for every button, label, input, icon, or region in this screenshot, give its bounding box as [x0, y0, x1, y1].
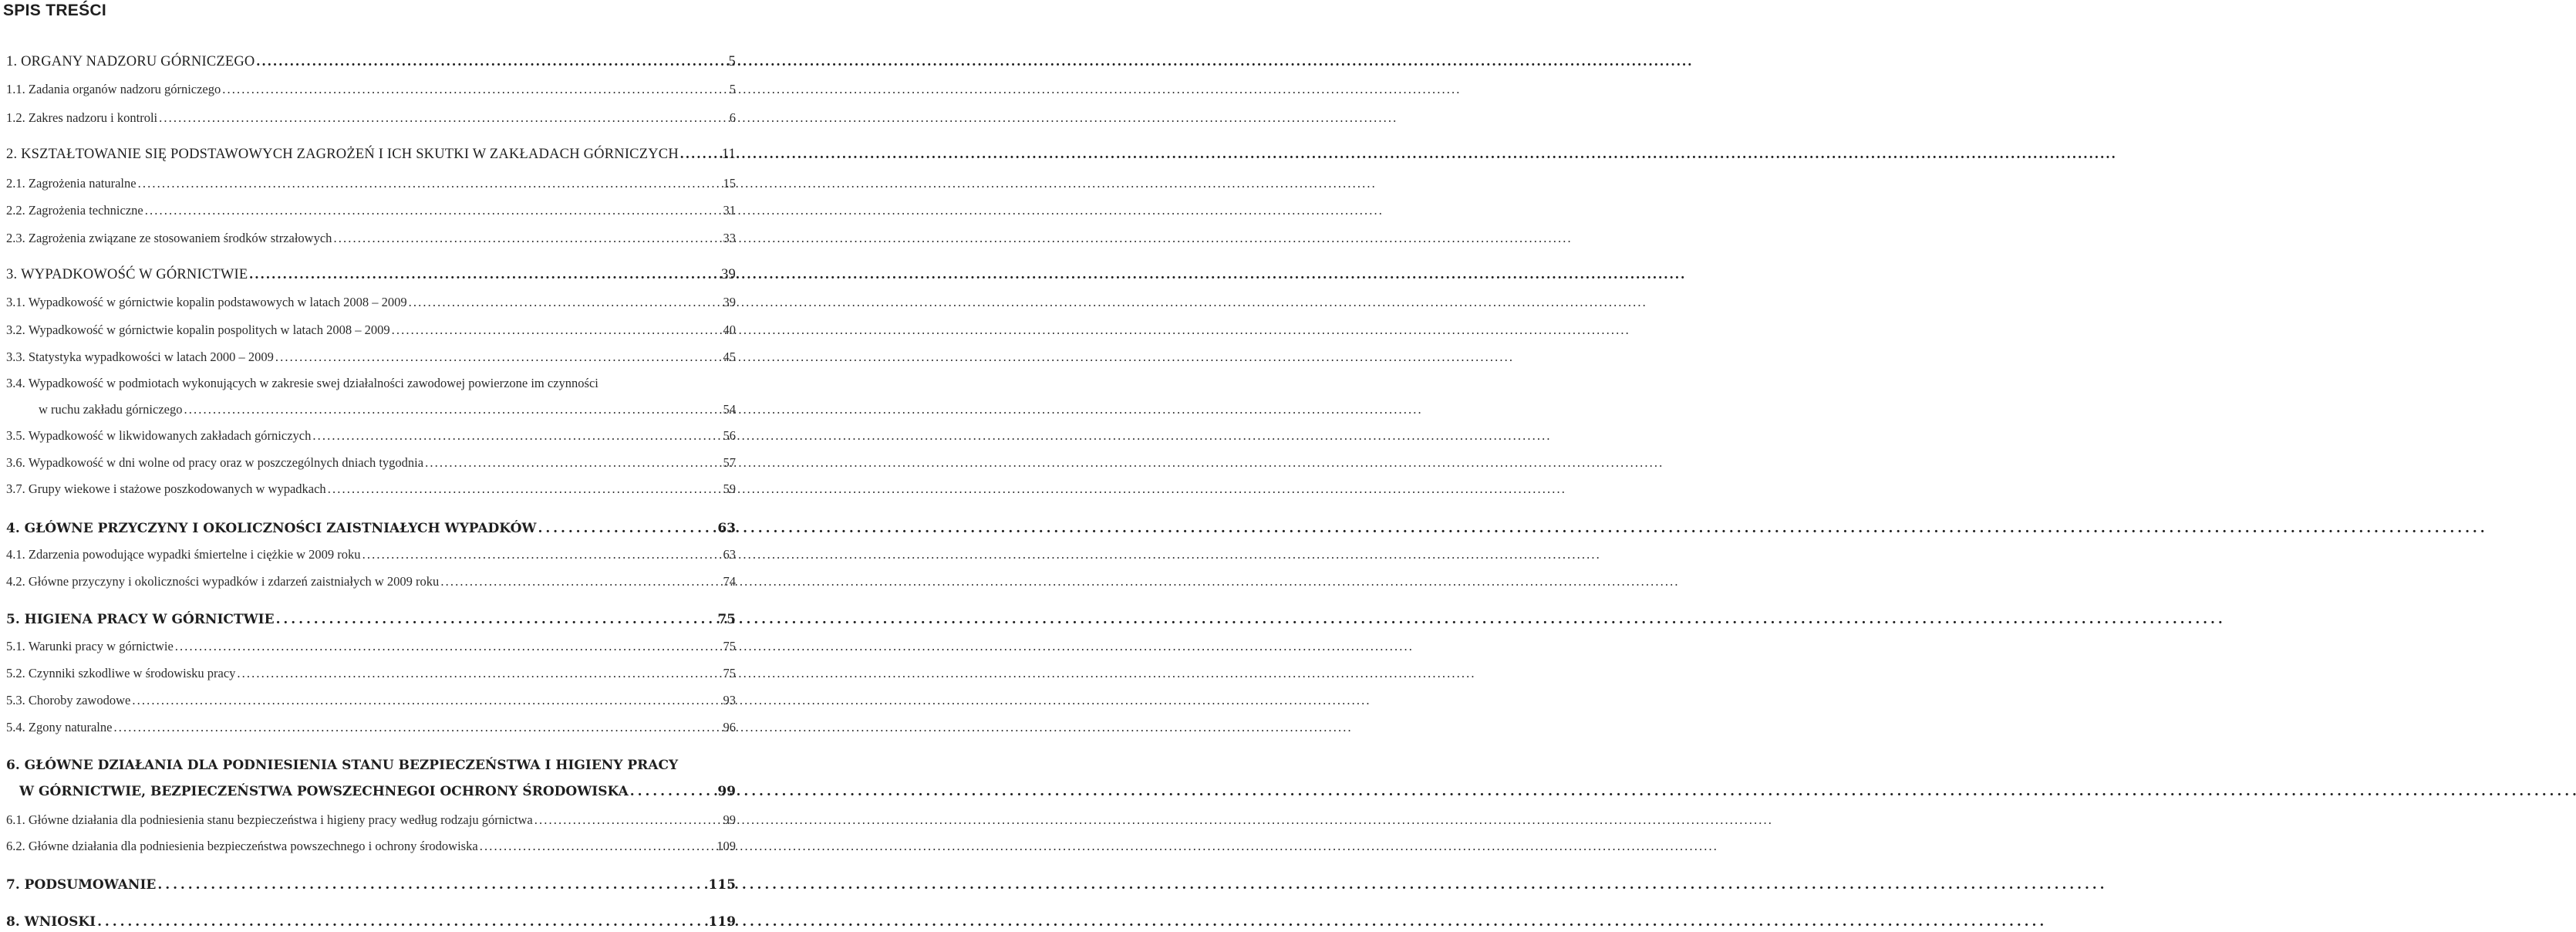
toc-title: Zagrożenia techniczne — [28, 203, 143, 218]
toc-leader — [257, 54, 727, 70]
toc-page: 74 — [723, 574, 736, 589]
toc-title: Choroby zawodowe — [28, 693, 131, 707]
toc-number: 7. — [6, 877, 20, 893]
toc-title: Zagrożenia związane ze stosowaniem środków strzałowych — [28, 231, 332, 245]
toc-page: 40 — [723, 322, 736, 337]
toc-entry-5[interactable] — [6, 612, 736, 627]
toc-entry-5-3[interactable] — [6, 693, 736, 708]
toc-entry-5-2[interactable] — [6, 666, 736, 681]
toc-entry-6-1[interactable] — [6, 812, 736, 828]
toc-leader — [409, 295, 722, 310]
toc-title: Zdarzenia powodujące wypadki śmiertelne i ciężkie w 2009 roku — [28, 547, 361, 562]
toc-entry-3-2[interactable] — [6, 322, 736, 338]
toc-leader — [138, 176, 722, 191]
toc-entry-3-4[interactable] — [6, 376, 736, 391]
toc-number: 3.6. — [6, 455, 25, 470]
toc-title: Warunki pracy w górnictwie — [28, 639, 174, 653]
toc-page: 45 — [723, 350, 736, 364]
toc-title: Zadania organów nadzoru górniczego — [28, 82, 221, 96]
toc-leader — [680, 147, 720, 163]
toc-leader — [534, 812, 722, 828]
toc-entry-1-2[interactable] — [6, 110, 736, 126]
toc-entry-2-2[interactable] — [6, 203, 736, 218]
toc-page: 39 — [721, 267, 736, 282]
toc-page: 56 — [723, 428, 736, 443]
toc-leader — [97, 914, 706, 930]
toc-number: 1.1. — [6, 82, 25, 96]
toc-page: 15 — [723, 176, 736, 191]
toc-title: WNIOSKI — [24, 914, 96, 930]
toc-leader — [145, 203, 722, 218]
toc-page: 93 — [723, 693, 736, 707]
toc-title: Główne działania dla podniesienia stanu bezpieczeństwa i higieny pracy według rodzaju górnictwa — [28, 812, 533, 827]
toc-leader — [113, 720, 721, 735]
toc-number: 8. — [6, 914, 20, 930]
toc-number: 4.2. — [6, 574, 25, 589]
toc-page: 96 — [723, 720, 736, 734]
toc-leader — [312, 428, 721, 444]
toc-entry-6[interactable] — [6, 758, 736, 773]
toc-leader — [333, 231, 721, 246]
toc-leader — [538, 521, 716, 536]
toc-page: 75 — [723, 639, 736, 653]
toc-title: Wypadkowość w górnictwie kopalin podstawowych w latach 2008 – 2009 — [28, 295, 407, 309]
toc-page: 63 — [723, 547, 736, 562]
toc-entry-4-2[interactable] — [6, 574, 736, 589]
toc-number: 6.2. — [6, 839, 25, 853]
toc-leader — [440, 574, 721, 589]
toc-page: 54 — [723, 402, 736, 417]
toc-title: Zagrożenia naturalne — [28, 176, 137, 191]
toc-leader — [480, 839, 716, 854]
toc-number: 5.3. — [6, 693, 25, 707]
toc-number: 3.1. — [6, 295, 25, 309]
toc-page: 39 — [723, 295, 736, 309]
toc-entry-5-4[interactable] — [6, 720, 736, 735]
toc-entry-2[interactable] — [6, 147, 736, 163]
toc-leader — [175, 639, 722, 654]
toc-entry-1-1[interactable] — [6, 82, 736, 97]
toc-number: 2. — [6, 147, 18, 162]
toc-entry-4-1[interactable] — [6, 547, 736, 562]
toc-leader — [275, 350, 722, 365]
toc-number: 5. — [6, 612, 20, 627]
toc-leader — [159, 110, 728, 126]
toc-number: 6.1. — [6, 812, 25, 827]
toc-entry-6-2[interactable] — [6, 839, 736, 854]
toc-entry-3-4-cont[interactable] — [39, 402, 736, 417]
toc-title: Główne działania dla podniesienia bezpieczeństwa powszechnego i ochrony środowiska — [28, 839, 478, 853]
toc-number: 1.2. — [6, 110, 25, 125]
toc-number: 3.5. — [6, 428, 25, 443]
toc-title: WYPADKOWOŚĆ W GÓRNICTWIE — [21, 267, 248, 282]
toc-leader — [249, 267, 720, 283]
toc-page: 5 — [728, 54, 736, 69]
toc-page: 115 — [708, 877, 736, 893]
toc-entry-3-3[interactable] — [6, 350, 736, 365]
toc-title: Zakres nadzoru i kontroli — [28, 110, 158, 125]
toc-title: Wypadkowość w likwidowanych zakładach górniczych — [28, 428, 312, 443]
toc-title: Główne przyczyny i okoliczności wypadków i zdarzeń zaistniałych w 2009 roku — [28, 574, 440, 589]
toc-page: 99 — [717, 784, 736, 799]
toc-number: 2.1. — [6, 176, 25, 191]
toc-page: 109 — [716, 839, 736, 853]
toc-title-continuation: w ruchu zakładu górniczego — [39, 402, 183, 417]
toc-entry-4[interactable] — [6, 521, 736, 536]
toc-number: 4. — [6, 521, 20, 536]
toc-number: 4.1. — [6, 547, 25, 562]
toc-leader — [425, 455, 721, 471]
page-title: SPIS TREŚCI — [3, 2, 106, 19]
toc-page: 33 — [723, 231, 736, 245]
toc-number: 5.4. — [6, 720, 25, 734]
toc-entry-3-6[interactable] — [6, 455, 736, 471]
toc-leader — [184, 402, 721, 417]
toc-page: 6 — [729, 110, 736, 125]
toc-entry-6-cont[interactable] — [19, 784, 736, 799]
toc-entry-1[interactable] — [6, 54, 736, 70]
toc-title: Wypadkowość w podmiotach wykonujących w zakresie swej działalności zawodowej powierzone im czynności — [28, 376, 598, 390]
toc-number: 5.1. — [6, 639, 25, 653]
toc-number: 1. — [6, 54, 18, 69]
toc-entry-7[interactable] — [6, 877, 736, 893]
toc-title: GŁÓWNE PRZYCZYNY I OKOLICZNOŚCI ZAISTNIAŁYCH WYPADKÓW — [24, 521, 537, 536]
toc-title: Grupy wiekowe i stażowe poszkodowanych w wypadkach — [28, 481, 326, 496]
toc-entry-2-1[interactable] — [6, 176, 736, 191]
toc-entry-5-1[interactable] — [6, 639, 736, 654]
toc-title: Zgony naturalne — [28, 720, 113, 734]
toc-leader — [276, 612, 716, 627]
toc-number: 3. — [6, 267, 18, 282]
toc-title: Statystyka wypadkowości w latach 2000 – 2009 — [28, 350, 274, 364]
toc-entry-3-7[interactable] — [6, 481, 736, 497]
toc-page: 119 — [708, 914, 736, 930]
toc-page: 75 — [723, 666, 736, 680]
toc-page: 99 — [723, 812, 736, 827]
toc-leader — [157, 877, 706, 893]
toc-entry-3-1[interactable] — [6, 295, 736, 310]
toc-leader — [132, 693, 721, 708]
toc-leader — [362, 547, 722, 562]
toc-entry-8[interactable] — [6, 914, 736, 930]
toc-entry-3[interactable] — [6, 267, 736, 283]
toc-page: 31 — [723, 203, 736, 218]
toc-title: PODSUMOWANIE — [24, 877, 157, 893]
toc-page: 63 — [717, 521, 736, 536]
toc-title-continuation: W GÓRNICTWIE, BEZPIECZEŃSTWA POWSZECHNEGOI OCHRONY ŚRODOWISKA — [19, 784, 629, 799]
toc-title: ORGANY NADZORU GÓRNICZEGO — [21, 54, 255, 69]
toc-number: 5.2. — [6, 666, 25, 680]
toc-entry-3-5[interactable] — [6, 428, 736, 444]
toc-page: 75 — [717, 612, 736, 627]
toc-title: Wypadkowość w dni wolne od pracy oraz w poszczególnych dniach tygodnia — [28, 455, 424, 470]
toc-leader — [392, 322, 722, 338]
toc-page: 5 — [729, 82, 736, 96]
toc-number: 2.2. — [6, 203, 25, 218]
toc-number: 6. — [6, 758, 20, 773]
toc-leader — [630, 784, 716, 799]
toc-page: 11 — [721, 147, 736, 162]
toc-leader — [222, 82, 727, 97]
toc-title: GŁÓWNE DZIAŁANIA DLA PODNIESIENIA STANU BEZPIECZEŃSTWA I HIGIENY PRACY — [24, 758, 679, 773]
toc-page: 57 — [723, 455, 736, 470]
toc-title: Wypadkowość w górnictwie kopalin pospolitych w latach 2008 – 2009 — [28, 322, 390, 337]
toc-number: 3.3. — [6, 350, 25, 364]
toc-number: 3.2. — [6, 322, 25, 337]
toc-page: 59 — [723, 481, 736, 496]
toc-title: Czynniki szkodliwe w środowisku pracy — [28, 666, 236, 680]
toc-number: 3.4. — [6, 376, 25, 390]
toc-title: KSZTAŁTOWANIE SIĘ PODSTAWOWYCH ZAGROŻEŃ I ICH SKUTKI W ZAKŁADACH GÓRNICZYCH — [21, 147, 679, 162]
toc-number: 2.3. — [6, 231, 25, 245]
toc-title: HIGIENA PRACY W GÓRNICTWIE — [24, 612, 275, 627]
toc-number: 3.7. — [6, 481, 25, 496]
toc-leader — [328, 481, 722, 497]
toc-leader — [237, 666, 721, 681]
toc-entry-2-3[interactable] — [6, 231, 736, 246]
